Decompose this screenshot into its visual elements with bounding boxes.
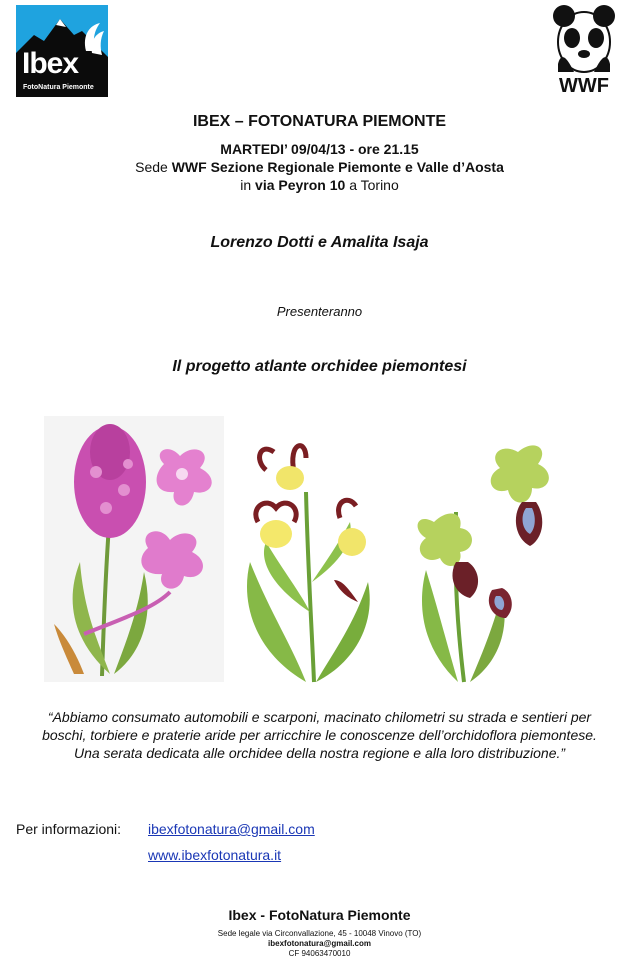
ibex-logo-word: Ibex [22, 47, 79, 80]
wwf-logo [550, 4, 618, 96]
footer-cf: CF 94063470010 [288, 949, 351, 958]
email-link[interactable]: ibexfotonatura@gmail.com [148, 821, 315, 837]
orchid-illustration [44, 412, 596, 686]
event-date: MARTEDI’ 09/04/13 - ore 21.15 [220, 141, 419, 157]
ladys-slipper-orchid-icon [247, 446, 370, 682]
speakers: Lorenzo Dotti e Amalita Isaja [210, 234, 429, 251]
address-street: via Peyron 10 [255, 177, 346, 193]
bee-orchid-icon [418, 445, 549, 682]
address-prefix: in [240, 177, 256, 193]
presenting-label: Presenteranno [276, 304, 363, 319]
ibex-logo [16, 5, 108, 97]
quote-line: “Abbiamo consumato automobili e scarponi, macinato chilometri su strada e sentieri per [47, 709, 592, 725]
quote-block [10, 708, 629, 762]
footer-address: Sede legale via Circonvallazione, 45 - 10048 Vinovo (TO) [217, 929, 422, 938]
footer-email: ibexfotonatura@gmail.com [268, 939, 371, 948]
info-label: Per informazioni: [16, 821, 122, 837]
footer-title: Ibex - FotoNatura Piemonte [228, 907, 411, 923]
quote-line: boschi, torbiere e praterie aride per arricchire le conoscenze dell’orchidoflora piemontese. [42, 727, 597, 743]
website-link[interactable]: www.ibexfotonatura.it [148, 847, 282, 863]
project-title: Il progetto atlante orchidee piemontesi [172, 358, 467, 375]
venue-prefix: Sede [135, 159, 172, 175]
event-venue [0, 158, 639, 176]
pink-orchid-icon [44, 416, 224, 682]
panda-icon [550, 4, 618, 74]
quote-line: Una serata dedicata alle orchidee della nostra regione e alla loro distribuzione.” [73, 745, 566, 761]
event-address [0, 176, 639, 194]
ibex-logo-subtitle: FotoNatura Piemonte [23, 84, 94, 91]
address-city: a Torino [345, 177, 399, 193]
wwf-logo-text: WWF [559, 75, 609, 97]
venue-name: WWF Sezione Regionale Piemonte e Valle d’Aosta [171, 159, 504, 175]
event-title: IBEX – FOTONATURA PIEMONTE [192, 113, 447, 130]
